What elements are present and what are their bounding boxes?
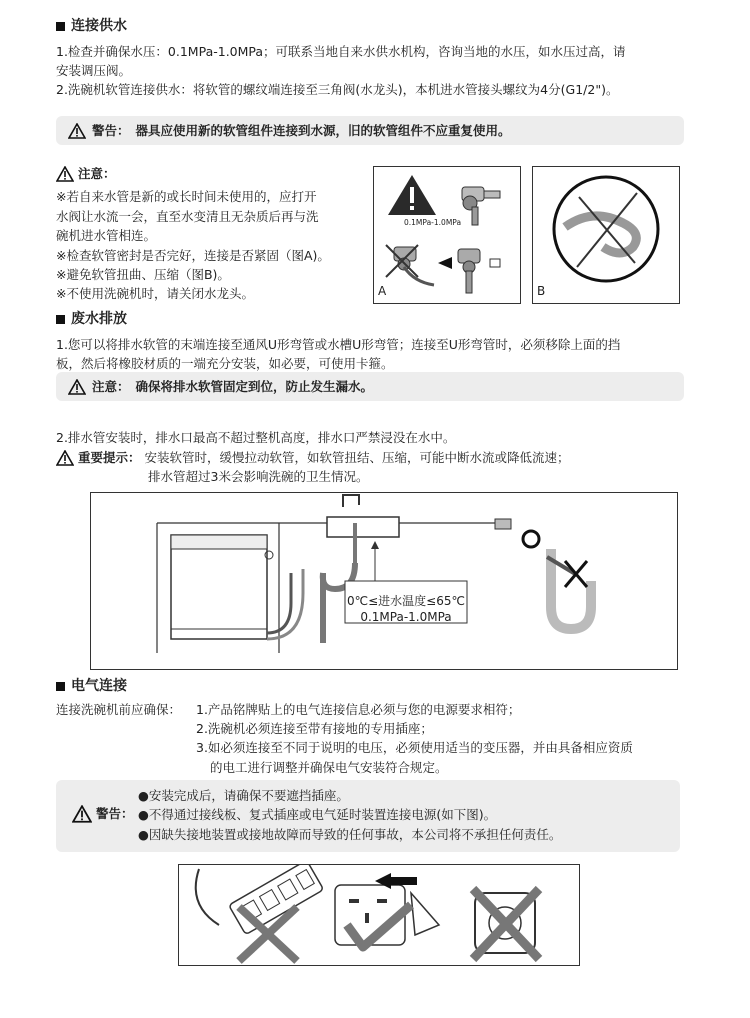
drain-section (56, 309, 696, 373)
important-line2: 排水管超过3米会影响洗碗的卫生情况。 (148, 469, 369, 485)
section-title-water-supply (56, 16, 696, 38)
warning-item: ●安装完成后，请确保不要遮挡插座。 (138, 788, 349, 803)
section-bullet-icon (56, 315, 65, 324)
notes-block (56, 164, 376, 304)
figure-a-label: A (378, 284, 387, 299)
warning-triangle-icon (68, 123, 86, 139)
warning-triangle-icon (56, 450, 74, 466)
warning-label: 警告： (96, 806, 134, 821)
warning-item: ●不得通过接线板、复式插座或电气延时装置连接电源(如下图)。 (138, 807, 497, 823)
warning-bar-hose (56, 116, 684, 145)
note-list (56, 187, 376, 303)
note-line: 水阀让水流一会，直至水变清且无杂质后再与洗 (56, 208, 319, 224)
power-outlet-illustration (179, 865, 579, 965)
hose-connection-text: 2.洗碗机软管连接供水：将软管的螺纹端连接至三角阀(水龙头)，本机进水管接头螺纹为4分(G1/2")。 (56, 82, 619, 98)
electrical-warning-heading (72, 804, 134, 823)
requirement-item: 的电工进行调整并确保电气安装符合规定。 (210, 759, 448, 775)
section-bullet-icon (56, 22, 65, 31)
figure-a-pressure-label: 0.1MPa-1.0MPa (404, 218, 462, 227)
temperature-label-box (345, 593, 467, 625)
water-pressure-line1: 1.检查并确保水压：0.1MPa-1.0MPa；可联系当地自来水供水机构，咨询当地的水压，如水压过高，请 (56, 43, 626, 59)
drain-installation-diagram (90, 492, 678, 670)
warning-triangle-icon (56, 166, 74, 182)
warning-item: ●因缺失接地装置或接地故障而导致的任何事故，本公司将不承担任何责任。 (138, 826, 562, 842)
note-title: 注意： (78, 166, 116, 181)
note-line: ※避免软管扭曲、压缩（图B)。 (56, 266, 230, 282)
figure-a (373, 166, 521, 304)
note-line: ※不使用洗碗机时，请关闭水龙头。 (56, 286, 254, 302)
note-heading (56, 164, 376, 183)
water-supply-section (56, 16, 696, 100)
electrical-warning-list (138, 786, 561, 844)
requirement-item: 2.洗碗机必须连接至带有接地的专用插座； (196, 721, 433, 737)
electrical-section (56, 676, 696, 777)
hose-connection-illustration (374, 167, 520, 303)
important-line1: 安装软管时，缓慢拉动软管，如软管扭结、压缩，可能中断水流或降低流速； (144, 450, 570, 465)
caution-label: 注意： (92, 379, 130, 394)
electrical-intro: 连接洗碗机前应确保： (56, 701, 182, 717)
important-note (56, 448, 696, 487)
note-line: ※若自来水管是新的或长时间未使用的，应打开 (56, 189, 317, 205)
requirement-item: 1.产品铭牌贴上的电气连接信息必须与您的电源要求相符； (196, 701, 521, 717)
drain-hose-line1: 1.您可以将排水软管的末端连接至通风U形弯管或水槽U形弯管；连接至U形弯管时，必须移除上面的挡 (56, 336, 621, 352)
warning-label: 警告： (92, 123, 130, 138)
drain-outlet-text: 2.排水管安装时，排水口最高不超过整机高度，排水口严禁浸没在水中。 (56, 430, 456, 445)
temperature-range-label: 0℃≤进水温度≤65℃ (347, 594, 465, 608)
section-title-text: 电气连接 (71, 678, 127, 694)
kinked-hose-illustration (533, 167, 679, 303)
warning-triangle-icon (68, 379, 86, 395)
electrical-warning-panel (56, 780, 680, 852)
requirement-item: 3.如必须连接至不同于说明的电压，必须使用适当的变压器，并由具备相应资质 (196, 740, 633, 756)
section-title-text: 废水排放 (71, 311, 127, 327)
figure-b-label: B (537, 284, 546, 299)
section-title-drain (56, 309, 696, 331)
section-bullet-icon (56, 682, 65, 691)
power-connection-figure (178, 864, 580, 966)
warning-triangle-icon (72, 805, 92, 823)
warning-text: 器具应使用新的软管组件连接到水源，旧的软管组件不应重复使用。 (135, 123, 511, 138)
pressure-range-label: 0.1MPa-1.0MPa (360, 610, 452, 625)
water-pressure-line2: 安装调压阀。 (56, 63, 132, 79)
note-line: 碗机进水管相连。 (56, 228, 157, 244)
figure-b (532, 166, 680, 304)
sink-and-dishwasher-illustration (91, 493, 677, 669)
important-label: 重要提示： (78, 450, 141, 465)
section-title-electrical (56, 676, 696, 698)
drain-hose-line2: 板，然后将橡胶材质的一端充分安装，如必要，可使用卡箍。 (56, 356, 394, 372)
requirement-list (196, 700, 633, 778)
section-title-text: 连接供水 (71, 18, 127, 34)
electrical-requirements (56, 700, 696, 778)
caution-bar-drain (56, 372, 684, 401)
note-line: ※检查软管密封是否完好，连接是否紧固（图A)。 (56, 247, 330, 263)
caution-text: 确保将排水软管固定到位，防止发生漏水。 (135, 379, 374, 394)
